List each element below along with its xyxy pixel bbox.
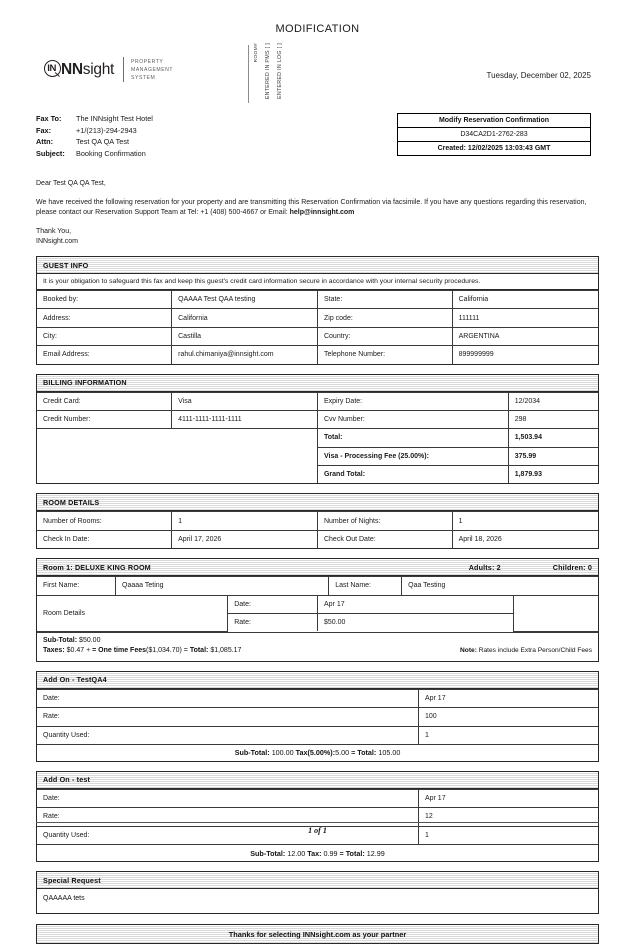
billing-table xyxy=(37,392,598,484)
room-one-rates-table xyxy=(37,595,598,632)
booked-by-label: Booked by: xyxy=(37,291,172,309)
logo-initials: IN xyxy=(47,63,56,75)
attn-value: Test QA QA Test xyxy=(76,137,129,147)
addon-tax-value: 5.00 xyxy=(335,748,350,758)
guest-info-heading: GUEST INFO xyxy=(37,257,598,274)
fax-to-value: The INNsight Test Hotel xyxy=(76,114,153,123)
logo-word-light: sight xyxy=(82,60,115,78)
check-out-date-label: Check Out Date: xyxy=(317,530,452,548)
room-rate-date-label: Date: xyxy=(228,595,318,613)
addon-rate-label: Rate: xyxy=(37,808,418,826)
billing-information-panel xyxy=(36,374,599,485)
addon-total-line xyxy=(37,844,598,861)
telephone-number-label: Telephone Number: xyxy=(317,346,452,364)
email-address-value: rahul.chimaniya@innsight.com xyxy=(172,346,318,364)
stamp-divider-line xyxy=(248,45,249,103)
check-out-date-value: April 18, 2026 xyxy=(452,530,598,548)
room-rate-label: Rate: xyxy=(228,613,318,631)
cvv-number-label: Cvv Number: xyxy=(317,410,508,428)
room-one-heading-row xyxy=(37,559,598,576)
addon-date-value: Apr 17 xyxy=(418,789,598,807)
addon-heading: Add On - TestQA4 xyxy=(37,672,598,689)
room-one-subtotal-bar xyxy=(37,632,598,661)
stamp-entered-log: ENTERED IN LOG [ ] xyxy=(277,43,283,99)
logo-subtitle-line-3: SYSTEM xyxy=(131,74,156,81)
room-one-heading: Room 1: DELUXE KING ROOM xyxy=(43,562,151,572)
room-details-table xyxy=(37,511,598,548)
city-value: Castilla xyxy=(172,327,318,345)
processing-fee-label: Visa - Processing Fee (25.00%): xyxy=(317,447,508,465)
addon-quantity-value: 1 xyxy=(418,826,598,844)
fax-value: +1/(213)-294-2943 xyxy=(76,125,137,135)
credit-card-value: Visa xyxy=(172,392,318,410)
city-label: City: xyxy=(37,327,172,345)
processing-stamp-area xyxy=(248,43,289,115)
last-name-label: Last Name: xyxy=(329,577,402,595)
logo-divider xyxy=(123,57,124,82)
number-of-rooms-label: Number of Rooms: xyxy=(37,512,172,530)
attn-label: Attn: xyxy=(36,137,54,147)
support-email: help@innsight.com xyxy=(289,209,355,216)
booked-by-value: QAAAA Test QAA testing xyxy=(172,291,318,309)
room-one-note xyxy=(460,646,592,657)
addon-quantity-label: Quantity Used: xyxy=(37,726,418,744)
guest-info-disclaimer: It is your obligation to safeguard this fax and keep this guest's credit card information secure in accordance with your internal security procedures. xyxy=(37,274,598,290)
special-request-text: QAAAAA tets xyxy=(43,895,85,902)
table-row xyxy=(37,410,598,428)
total-label: Total: xyxy=(317,429,508,447)
innsight-logo xyxy=(44,57,173,82)
addon-subtotal-value: 100.00 xyxy=(271,748,294,758)
confirmation-created: Created: 12/02/2025 13:03:43 GMT xyxy=(437,145,551,152)
state-value: California xyxy=(452,291,598,309)
document-header xyxy=(36,43,599,111)
room-one-onetime-value: ($1,034.70) = xyxy=(146,647,188,655)
room-one-adults: Adults: 2 xyxy=(468,562,501,572)
letter-paragraph-text: We have received the following reservation for your property and are transmitting this Reservation Confirmation via facsimile. If you have any questions regarding this reservation, please contact our Reservation Support Team at Tel: +1 (408) 500-4667 or Email: xyxy=(36,199,587,216)
table-row xyxy=(37,309,598,327)
table-row xyxy=(37,595,598,613)
room-one-panel xyxy=(36,558,599,662)
page-indicator: 1 of 1 xyxy=(308,826,327,835)
letter-salutation: Dear Test QA QA Test, xyxy=(36,180,106,187)
addon-tax-value: 0.99 xyxy=(323,848,338,858)
room-one-onetime-label: = One time Fees xyxy=(92,647,147,655)
room-one-subtotal-value: $50.00 xyxy=(79,636,101,644)
addon-heading: Add On - test xyxy=(37,772,598,789)
addon-total-label: = Total: xyxy=(339,848,365,858)
logo-wordmark xyxy=(61,61,114,79)
check-in-date-label: Check In Date: xyxy=(37,530,172,548)
addon-total-value: 12.99 xyxy=(366,848,385,858)
first-name-value: Qaaaa Teting xyxy=(116,577,329,595)
grand-total-label: Grand Total: xyxy=(317,466,508,484)
table-row xyxy=(37,689,598,707)
room-one-children: Children: 0 xyxy=(552,562,592,572)
address-label: Address: xyxy=(37,309,172,327)
addon-table xyxy=(37,689,598,744)
table-row xyxy=(37,789,598,807)
table-row xyxy=(37,346,598,364)
credit-number-value: 4111-1111-1111-1111 xyxy=(172,410,318,428)
addon-date-label: Date: xyxy=(37,689,418,707)
addon-total-label: = Total: xyxy=(351,748,377,758)
letter-body xyxy=(36,179,599,247)
logo-subtitle-line-1: PROPERTY xyxy=(131,58,164,65)
billing-heading: BILLING INFORMATION xyxy=(37,375,598,392)
guest-info-panel xyxy=(36,256,599,365)
check-in-date-value: April 17, 2026 xyxy=(172,530,318,548)
room-one-note-text: Rates include Extra Person/Child Fees xyxy=(478,647,592,655)
addon-tax-label: Tax: xyxy=(307,848,322,858)
last-name-value: Qaa Testing xyxy=(402,577,598,595)
zip-code-label: Zip code: xyxy=(317,309,452,327)
addon-subtotal-label: Sub-Total: xyxy=(250,848,286,858)
table-row xyxy=(37,530,598,548)
addon-subtotal-label: Sub-Total: xyxy=(234,748,270,758)
fax-to-label: Fax To: xyxy=(36,114,62,123)
footer-rule xyxy=(36,822,599,823)
fax-label: Fax: xyxy=(36,125,52,135)
table-row xyxy=(37,327,598,345)
table-row xyxy=(37,392,598,410)
credit-card-label: Credit Card: xyxy=(37,392,172,410)
email-address-label: Email Address: xyxy=(37,346,172,364)
processing-fee-value: 375.99 xyxy=(508,447,598,465)
logo-subtitle xyxy=(131,58,173,82)
room-rate-value: $50.00 xyxy=(317,613,513,631)
addon-tax-label: Tax(5.00%): xyxy=(295,748,336,758)
stamp-room-label: ROOM# xyxy=(254,43,259,63)
addon-rate-label: Rate: xyxy=(37,708,418,726)
address-value: California xyxy=(172,309,318,327)
addon-total-value: 105.00 xyxy=(378,748,401,758)
room-details-cell-label: Room Details xyxy=(37,595,228,631)
room-one-subtotal-label: Sub-Total: xyxy=(43,636,78,644)
logo-subtitle-line-2: MANAGEMENT xyxy=(131,66,174,73)
document-date: Tuesday, December 02, 2025 xyxy=(486,71,591,80)
fax-meta-row xyxy=(36,113,599,165)
telephone-number-value: 899999999 xyxy=(452,346,598,364)
credit-number-label: Credit Number: xyxy=(37,410,172,428)
addon-quantity-label: Quantity Used: xyxy=(37,826,418,844)
subject-value: Booking Confirmation xyxy=(76,148,146,158)
expiry-date-value: 12/2034 xyxy=(508,392,598,410)
room-one-total-value: $1,085.17 xyxy=(210,647,242,655)
special-request-heading: Special Request xyxy=(37,872,598,889)
confirmation-box xyxy=(397,113,591,156)
addon-date-label: Date: xyxy=(37,789,418,807)
logo-mark xyxy=(44,60,114,79)
addon-panel-test xyxy=(36,771,599,862)
thanks-banner: Thanks for selecting INNsight.com as your partner xyxy=(36,924,599,944)
page-footer xyxy=(36,822,599,835)
room-one-names-table xyxy=(37,576,598,594)
state-label: State: xyxy=(317,291,452,309)
letter-paragraph xyxy=(36,198,599,218)
room-one-note-label: Note: xyxy=(460,647,477,655)
confirmation-heading: Modify Reservation Confirmation xyxy=(398,114,590,128)
addon-total-line xyxy=(37,744,598,761)
zip-code-value: 111111 xyxy=(452,309,598,327)
billing-empty-cell xyxy=(37,429,317,484)
number-of-nights-value: 1 xyxy=(452,512,598,530)
addon-panel-testqa4 xyxy=(36,671,599,762)
first-name-label: First Name: xyxy=(37,577,116,595)
number-of-rooms-value: 1 xyxy=(172,512,318,530)
room-rate-date-value: Apr 17 xyxy=(317,595,513,613)
magnifying-glass-icon xyxy=(44,60,63,79)
room-one-subtotal-line xyxy=(43,636,592,647)
table-row xyxy=(37,577,598,595)
table-row xyxy=(37,726,598,744)
stamp-entered-pms: ENTERED IN PMS [ ] xyxy=(265,43,271,100)
room-one-taxes-label: Taxes: xyxy=(43,647,65,655)
addon-rate-value: 100 xyxy=(418,708,598,726)
room-one-total-label: Total: xyxy=(189,647,209,655)
table-row xyxy=(37,708,598,726)
grand-total-value: 1,879.93 xyxy=(508,466,598,484)
addon-rate-value: 12 xyxy=(418,808,598,826)
country-label: Country: xyxy=(317,327,452,345)
addon-quantity-value: 1 xyxy=(418,726,598,744)
room-details-heading: ROOM DETAILS xyxy=(37,494,598,511)
logo-word-bold: NN xyxy=(61,60,83,78)
letter-closing-2: INNsight.com xyxy=(36,238,79,245)
total-value: 1,503.94 xyxy=(508,429,598,447)
addon-table xyxy=(37,789,598,844)
special-request-panel xyxy=(36,871,599,914)
guest-info-table xyxy=(37,290,598,364)
confirmation-number: D34CA2D1-2762-283 xyxy=(398,128,590,142)
document-title: MODIFICATION xyxy=(275,23,360,35)
cvv-number-value: 298 xyxy=(508,410,598,428)
expiry-date-label: Expiry Date: xyxy=(317,392,508,410)
number-of-nights-label: Number of Nights: xyxy=(317,512,452,530)
room-one-taxes-amount: $0.47 + xyxy=(66,647,93,655)
table-row xyxy=(37,512,598,530)
room-details-panel xyxy=(36,493,599,549)
addon-subtotal-value: 12.00 xyxy=(287,848,306,858)
table-row xyxy=(37,291,598,309)
subject-label: Subject: xyxy=(36,148,65,158)
room-rate-empty-cell xyxy=(514,595,598,631)
addon-date-value: Apr 17 xyxy=(418,689,598,707)
country-value: ARGENTINA xyxy=(452,327,598,345)
letter-closing-1: Thank You, xyxy=(36,228,72,235)
table-row xyxy=(37,429,598,447)
